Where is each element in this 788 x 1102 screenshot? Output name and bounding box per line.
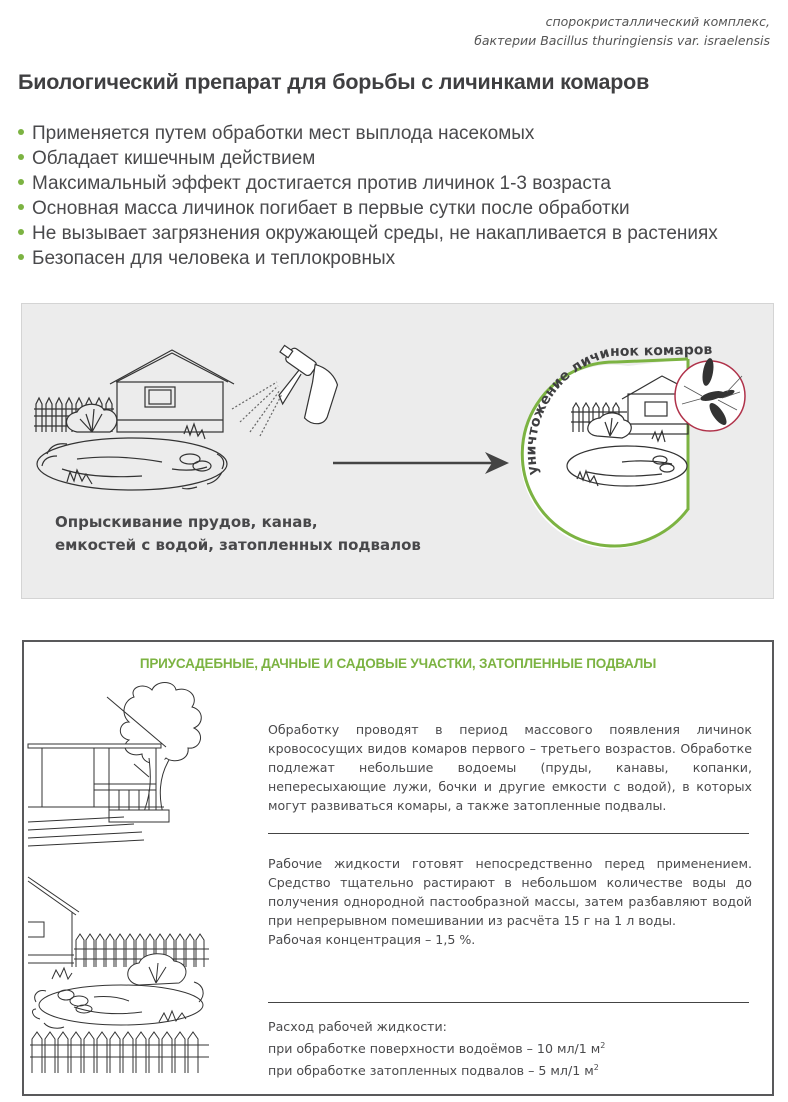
- instructions-title: ПРИУСАДЕБНЫЕ, ДАЧНЫЕ И САДОВЫЕ УЧАСТКИ, ЗАТОПЛЕННЫЕ ПОДВАЛЫ: [139, 656, 657, 671]
- result-label-text: уничтожение личинок комаров: [523, 341, 713, 477]
- bullet-dot-icon: [18, 179, 24, 185]
- feature-text: Основная масса личинок погибает в первые сутки после обработки: [32, 198, 630, 219]
- consumption-paragraph: [268, 1017, 752, 1080]
- illustration-caption: [55, 511, 421, 557]
- feature-item: [18, 196, 718, 221]
- divider: [268, 1002, 749, 1003]
- feature-text: Применяется путем обработки мест выплода насекомых: [32, 123, 535, 144]
- preparation-text: Рабочие жидкости готовят непосредственно перед применением. Средство тщательно растирают в небольшом количестве воды до получения однородной пастообразной массы, затем разбавляют водой при непрерывном помешивании из расчёта 15 г на 1 л воды.: [268, 856, 752, 928]
- page-title: Биологический препарат для борьбы с личинками комаров: [18, 70, 650, 94]
- veranda-tree-illustration: [24, 672, 254, 852]
- preparation-paragraph: [268, 854, 752, 949]
- feature-text: Максимальный эффект достигается против личинок 1-3 возраста: [32, 173, 611, 194]
- feature-item: [18, 171, 718, 196]
- arrow-right-icon: [333, 452, 509, 474]
- unit-superscript: 2: [593, 1063, 599, 1073]
- divider: [268, 833, 749, 834]
- garden-pond-icon: [34, 350, 234, 490]
- feature-text: Безопасен для человека и теплокровных: [32, 248, 396, 269]
- bullet-dot-icon: [18, 229, 24, 235]
- consumption-basement-text: при обработке затопленных подвалов – 5 мл/1 м: [268, 1063, 594, 1079]
- feature-text: Не вызывает загрязнения окружающей среды, не накапливается в растениях: [32, 223, 718, 244]
- consumption-pond-text: при обработке поверхности водоёмов – 10 мл/1 м: [268, 1041, 601, 1057]
- caption-line-2: емкостей с водой, затопленных подвалов: [55, 536, 421, 554]
- product-subtitle: [474, 12, 770, 50]
- consumption-basement: [268, 1058, 752, 1080]
- feature-text: Обладает кишечным действием: [32, 148, 316, 169]
- treatment-illustration-panel: [21, 303, 774, 599]
- bullet-dot-icon: [18, 129, 24, 135]
- treatment-period-text: Обработку проводят в период массового появления личинок кровососущих видов комаров первого – третьего возрастов. Обработке подлежат небольшие водоемы (пруды, канавы, копанки, непересыхающие лужи, бочки и другие емкости с водой), в которых могут развиваться комары, а также затопленные подвалы.: [268, 722, 752, 813]
- caption-line-1: Опрыскивание прудов, канав,: [55, 513, 318, 531]
- consumption-title: Расход рабочей жидкости:: [268, 1019, 447, 1034]
- tree-icon: [120, 683, 201, 818]
- treatment-period-paragraph: [268, 720, 752, 815]
- working-concentration: Рабочая концентрация – 1,5 %.: [268, 932, 476, 947]
- feature-item: [18, 221, 718, 246]
- bullet-dot-icon: [18, 154, 24, 160]
- house-corner-icon: [28, 877, 79, 967]
- subtitle-line-2: бактерии Bacillus thuringiensis var. israelensis: [474, 33, 770, 48]
- bullet-dot-icon: [18, 204, 24, 210]
- consumption-pond: [268, 1036, 752, 1058]
- pond-icon: [33, 954, 204, 1028]
- spray-mist: [232, 382, 282, 436]
- feature-item: [18, 121, 718, 146]
- front-fence-icon: [30, 1032, 209, 1073]
- instructions-box: [22, 640, 774, 1096]
- bullet-dot-icon: [18, 254, 24, 260]
- garden-pond-fence-illustration: [24, 867, 254, 1077]
- subtitle-line-1: спорокристаллический комплекс,: [545, 14, 770, 29]
- feature-item: [18, 246, 718, 271]
- feature-list: [18, 121, 718, 271]
- unit-superscript: 2: [600, 1041, 606, 1050]
- feature-item: [18, 146, 718, 171]
